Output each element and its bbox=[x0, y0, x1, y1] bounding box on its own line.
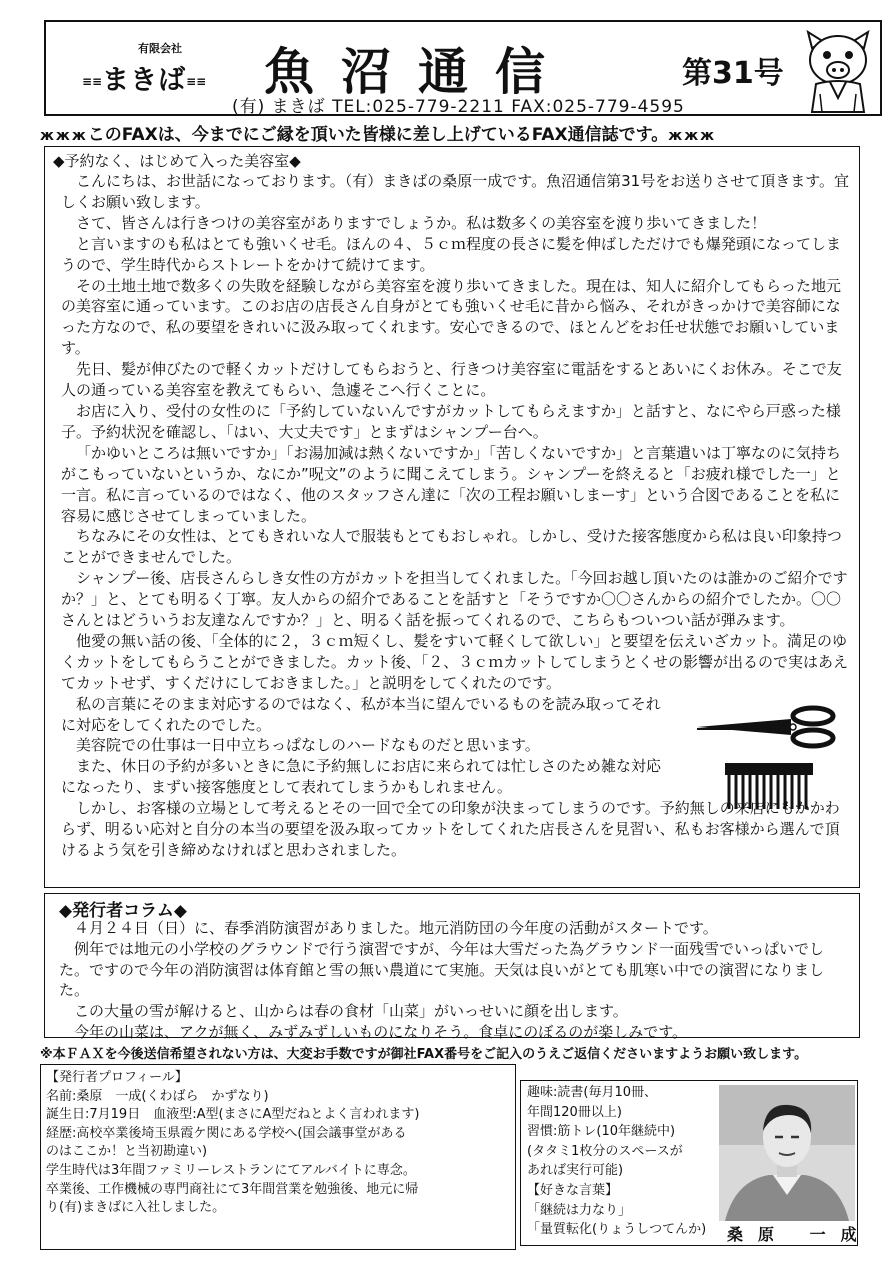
contact-line: (有) まきば TEL:025-779-2211 FAX:025-779-4595 bbox=[232, 97, 685, 117]
hobby-line: 年間120冊以上) bbox=[527, 1104, 622, 1120]
hobby-line: あれば実行可能) bbox=[527, 1163, 624, 1179]
banner-line bbox=[40, 120, 888, 145]
hobby-line: (タタミ1枚分のスペースが bbox=[527, 1143, 683, 1159]
profile-text bbox=[46, 1069, 420, 1218]
profile-line: り(有)まきばに入社しました。 bbox=[46, 1200, 226, 1216]
paragraph: さて、皆さんは行きつけの美容室がありますでしょうか。私は数多くの美容室を渡り歩いてきました！ bbox=[76, 213, 767, 232]
company-type-label: 有限会社 bbox=[138, 42, 182, 55]
profile-line: 学生時代は3年間ファミリーレストランにてアルバイトに専念。 bbox=[46, 1162, 416, 1178]
paragraph: 今年の山菜は、アクが無く、みずみずしいものになりそう。食卓にのぼるのが楽しみです。 bbox=[74, 1022, 688, 1041]
main-article-box bbox=[44, 146, 860, 888]
paragraph: 他愛の無い話の後、「全体的に２，３ｃｍ短くし、髪をすいて軽くして欲しい」と要望を伝えいざカット。満足のゆくカットをしてもらうことができました。カット後、「２、３ｃｍカットしてしまうとくせの影響が出るので実はあえてカットせず、すくだけにしておきました。」と説明をしてくれたのです。 bbox=[61, 631, 849, 692]
paragraph: シャンプー後、店長さんらしき女性の方がカットを担当してくれました。「今回お越し頂いたのは誰かのご紹介ですか？」と、とても明るく丁寧。友人からの紹介であることを話すと「そうですか〇〇さんからの紹介でしたか。〇〇さんとはどういうお友達なんですか？」と、明るく話を振ってくれるので、こちらもついつい話が弾みます。 bbox=[61, 569, 848, 630]
paragraph: この大量の雪が解けると、山からは春の食材「山菜」がいっせいに顔を出します。 bbox=[74, 1002, 628, 1021]
profile-line: 名前:桑原 一成(くわばら かずなり) bbox=[46, 1088, 269, 1104]
paragraph: また、休日の予約が多いときに急に予約無しにお店に来られては忙しさのため雑な対応になったり、まずい接客態度として表れてしまうかもしれません。 bbox=[61, 757, 662, 797]
scissors-icon bbox=[695, 705, 845, 749]
paragraph: 「かゆいところは無いですか」「お湯加減は熱くないですか」「苦しくないですか」と言葉遣いは丁寧なのに気持ちがこもっていないというか、なにか”呪文”のように聞こえてしまう。シャンプーを終えると「お疲れ様でした一」と一言。私に言っているのではなく、他のスタッフさん達に「次の工程お願いしまーす」という合図であることを私に容易に感じさせてしまっていました。 bbox=[61, 443, 842, 525]
paragraph: その土地土地で数多くの失敗を経験しながら美容室を渡り歩いてきました。現在は、知人に紹介してもらった地元の美容室に通っています。このお店の店長さん自身がとても強いくせ毛に昔から悩み、それがきっかけで美容師になった方なので、私の要望をきれいに汲み取ってくれます。安心できるので、ほとんどをお任せ状態でお願いしています。 bbox=[61, 276, 842, 358]
paragraph: 美容院での仕事は一日中立ちっぱなしのハードなものだと思います。 bbox=[76, 736, 540, 755]
hobby-line: 「継続は力なり」 bbox=[527, 1202, 632, 1218]
signature: 桑原 一成 bbox=[727, 1225, 872, 1244]
paragraph: こんにちは、お世話になっております。（有）まきばの桑原一成です。魚沼通信第31号をお送りさせて頂きます。宜しくお願い致します。 bbox=[61, 172, 849, 211]
paragraph: ４月２４日（日）に、春季消防演習がありました。地元消防団の今年度の活動がスタートです。 bbox=[74, 919, 718, 937]
pig-mascot-icon bbox=[798, 28, 878, 114]
paragraph: 私の言葉にそのまま対応するのではなく、私が本当に望んでいるものを読み取ってそれに対応をしてくれたのでした。 bbox=[61, 694, 661, 734]
profile-line: 経歴:高校卒業後埼玉県霞ケ関にある学校へ(国会議事堂がある bbox=[46, 1125, 407, 1141]
section-title: ◆予約なく、はじめて入った美容室◆ bbox=[53, 152, 301, 170]
logo-stripes-left: ≡≡ bbox=[82, 74, 103, 89]
hobby-line: 「量質転化(りょうしつてんか) bbox=[527, 1222, 707, 1238]
paragraph: しかし、お客様の立場として考えるとその一回で全ての印象が決まってしまうのです。予約無しの来店にもかかわらず、明るい応対と自分の本当の要望を汲み取ってカットをしてくれた店長さんを見習い、私もお客様から選んで頂けるよう気を引き締めなければと思わされました。 bbox=[61, 799, 840, 859]
unsubscribe-notice: ※本ＦＡＸを今後送信希望されない方は、大変お手数ですが御社FAX番号をご記入のうえご返信くださいますようお願い致します。 bbox=[40, 1047, 808, 1062]
profile-line: のはここか！と当初勘違い) bbox=[46, 1144, 208, 1160]
profile-line: 卒業後、工作機械の専門商社にて3年間営業を勉強後、地元に帰 bbox=[46, 1181, 419, 1197]
paragraph: 先日、髪が伸びたので軽くカットだけしてもらおうと、行きつけ美容室に電話をするとあいにくお休み。そこで友人の通っている美容室を教えてもらい、急遽そこへ行くことに。 bbox=[61, 360, 842, 400]
header-box bbox=[44, 20, 882, 116]
person-photo-icon bbox=[719, 1085, 855, 1221]
hobby-line: 【好きな言葉】 bbox=[527, 1182, 619, 1198]
hobby-text bbox=[527, 1083, 706, 1240]
issue-number: 第31号 bbox=[682, 56, 784, 91]
logo-stripes-right: ≡≡ bbox=[186, 74, 207, 89]
paragraph: お店に入り、受付の女性のに「予約していないんですがカットしてもらえますか」と話すと、なにやら戸惑った様子。予約状況を確認し、「はい、大丈夫です」とまずはシャンプー台へ。 bbox=[61, 401, 841, 441]
main-article-text bbox=[61, 171, 851, 861]
profile-line: 【発行者プロフィール】 bbox=[46, 1070, 188, 1085]
banner-marks-left: жжж bbox=[40, 128, 88, 144]
newsletter-title: 魚沼通信 bbox=[264, 42, 572, 101]
profile-line: 誕生日:7月19日 血液型:A型(まさにA型だねとよく言われます) bbox=[46, 1107, 420, 1123]
paragraph: ちなみにその女性は、とてもきれいな人で服装もとてもおしゃれ。しかし、受けた接客態度から私は良い印象持つことができませんでした。 bbox=[61, 527, 842, 567]
banner-marks-right: жжж bbox=[668, 128, 717, 144]
company-logo bbox=[82, 58, 206, 97]
column-text bbox=[59, 918, 849, 1043]
publisher-column-box bbox=[44, 893, 860, 1041]
hobby-line: 習慣:筋トレ(10年継続中) bbox=[527, 1124, 676, 1140]
hobby-box bbox=[520, 1080, 872, 1246]
paragraph: 例年では地元の小学校のグラウンドで行う演習ですが、今年は大雪だった為グラウンド一面残雪でいっぱいでした。ですので今年の消防演習は体育館と雪の無い農道にて実施。天気は良いがとても肌寒い中での演習になりました。 bbox=[59, 939, 825, 1000]
column-title: ◆発行者コラム◆ bbox=[59, 901, 187, 921]
hobby-line: 趣味:読書(毎月10冊、 bbox=[527, 1085, 657, 1100]
profile-box bbox=[40, 1064, 516, 1250]
company-logo-text: まきば bbox=[102, 65, 187, 96]
banner-text: このFAXは、今までにご縁を頂いた皆様に差し上げているFAX通信誌です。 bbox=[87, 125, 669, 145]
paragraph: と言いますのも私はとても強いくせ毛。ほんの４、５ｃｍ程度の長さに髪を伸ばしただけでも爆発頭になってしまうので、学生時代からストレートをかけて続けてます。 bbox=[61, 234, 842, 274]
comb-icon bbox=[723, 761, 815, 811]
